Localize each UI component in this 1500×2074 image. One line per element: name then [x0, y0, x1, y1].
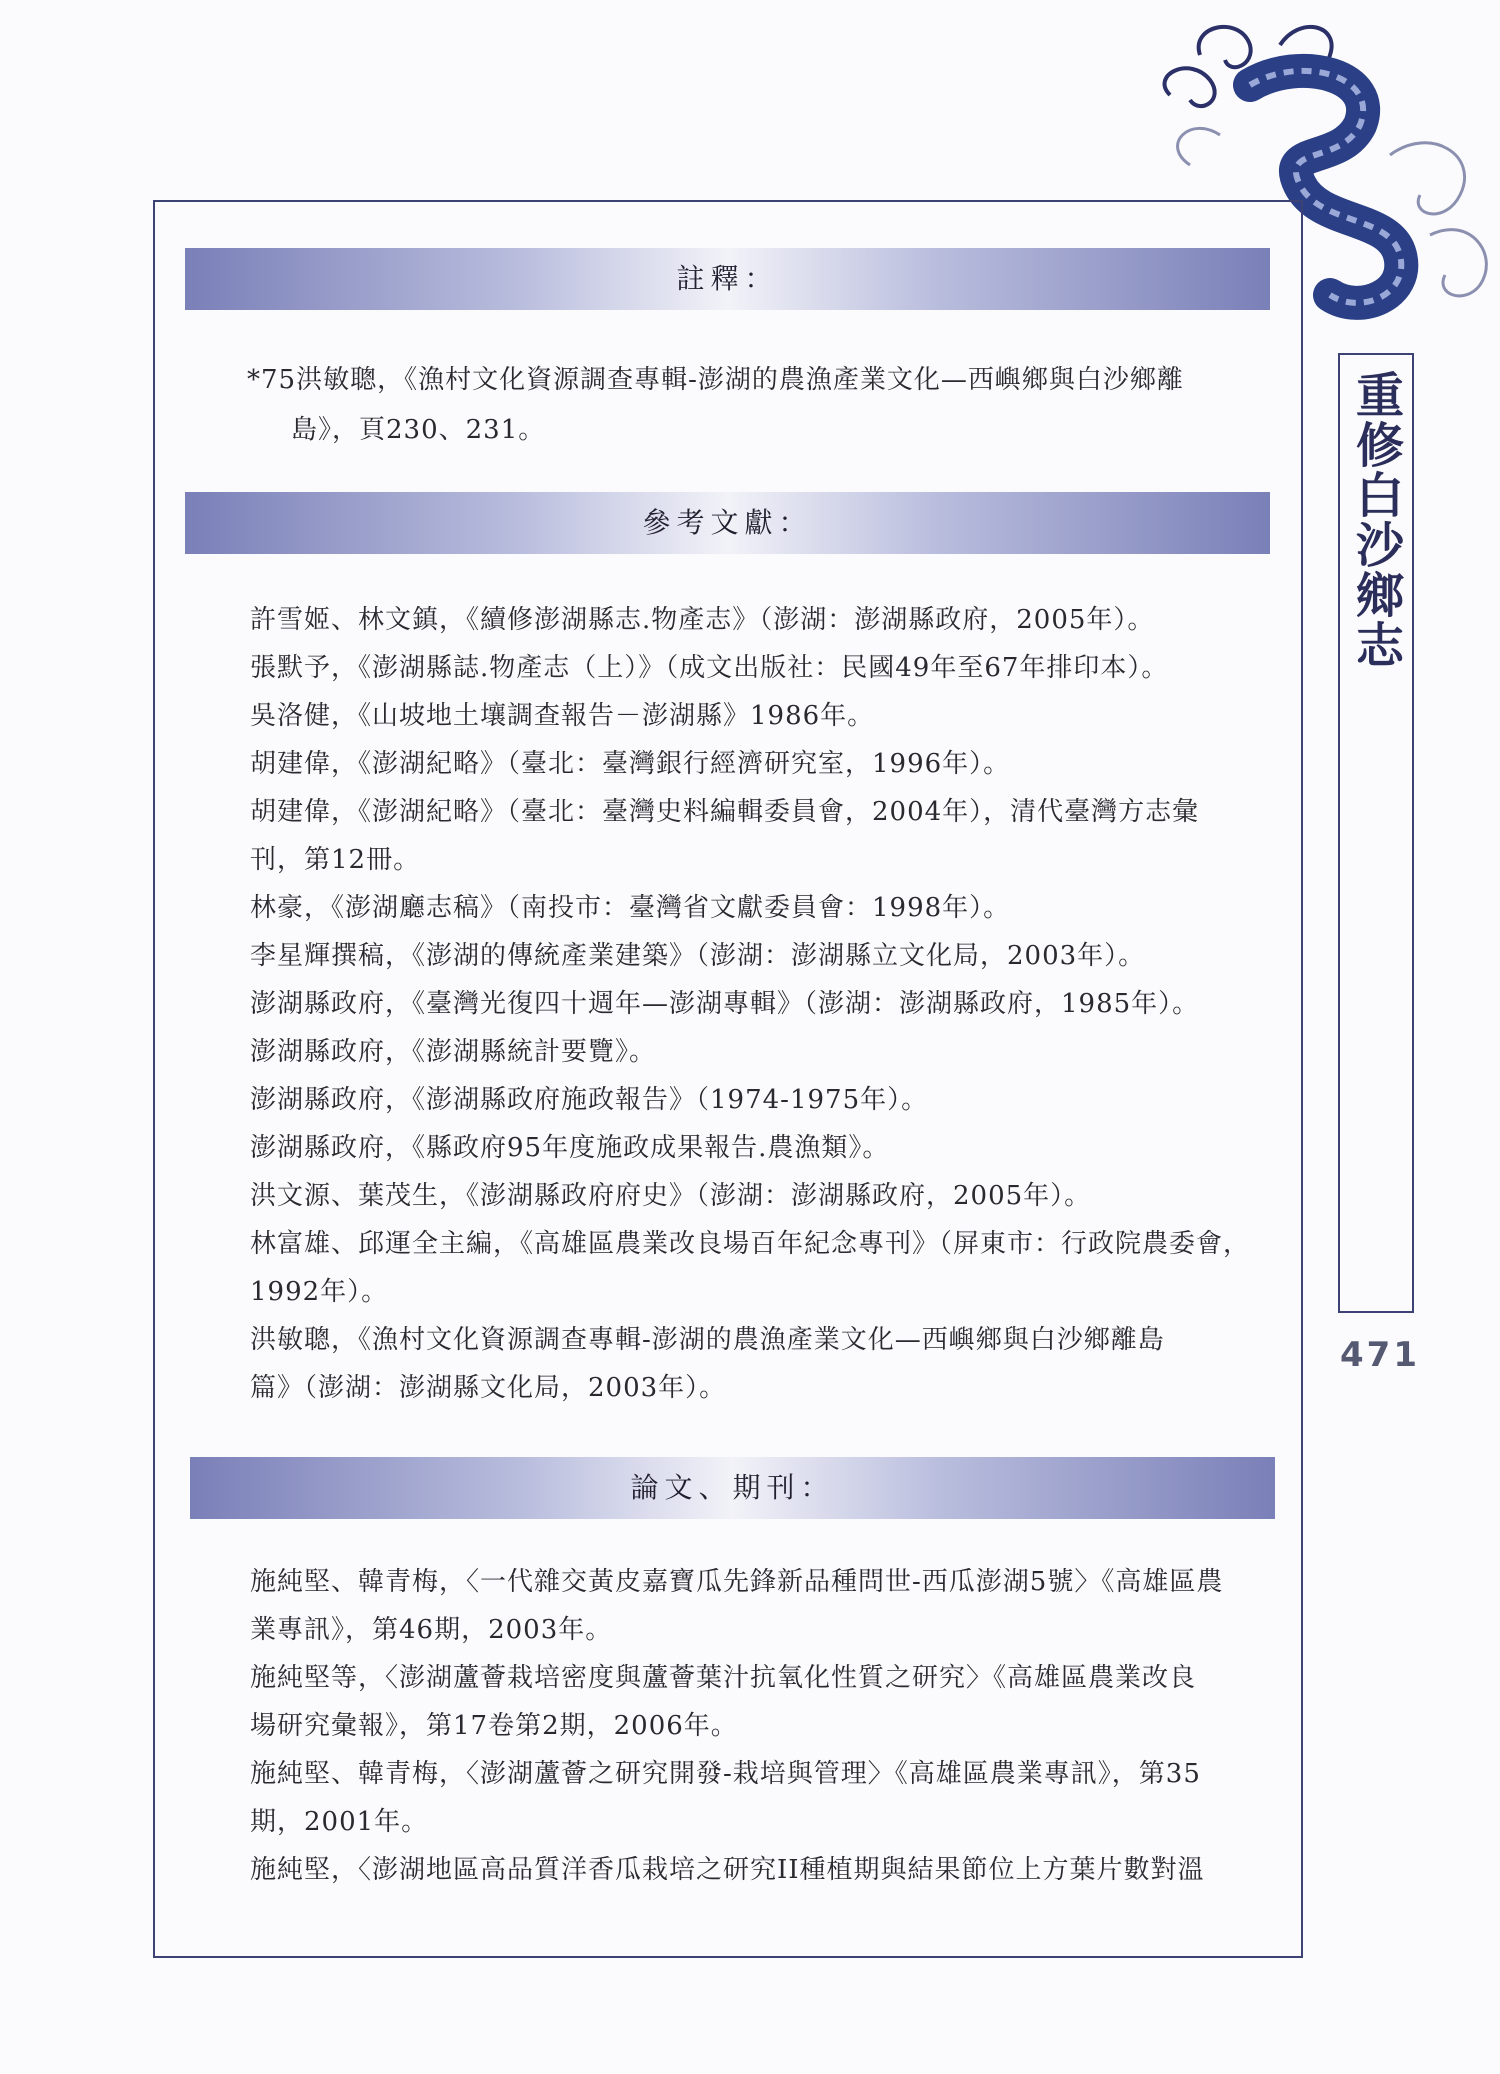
refs-heading-band	[185, 492, 1270, 554]
ref-entry: 胡建偉，《澎湖紀略》（臺北：臺灣銀行經濟研究室，1996年）。	[250, 749, 1011, 779]
notes-heading: 註釋：	[676, 262, 779, 295]
side-title: 重修白沙鄉志	[1347, 370, 1404, 670]
ref-entry: 刊，第12冊。	[250, 845, 421, 875]
paper-entry: 期，2001年。	[250, 1807, 429, 1837]
papers-heading-band	[190, 1457, 1275, 1519]
paper-entry: 施純堅等，〈澎湖蘆薈栽培密度與蘆薈葉汁抗氧化性質之研究〉《高雄區農業改良	[250, 1663, 1197, 1693]
ref-entry: 李星輝撰稿，《澎湖的傳統產業建築》（澎湖：澎湖縣立文化局，2003年）。	[250, 941, 1146, 971]
ref-entry: 澎湖縣政府，《澎湖縣統計要覽》。	[250, 1037, 657, 1067]
note-line-2: 島》，頁230、231。	[291, 415, 546, 445]
ref-entry: 洪文源、葉茂生，《澎湖縣政府府史》（澎湖：澎湖縣政府，2005年）。	[250, 1181, 1092, 1211]
paper-entry: 業專訊》，第46期，2003年。	[250, 1615, 613, 1645]
note-line-1: *75洪敏聰，《漁村文化資源調查專輯-澎湖的農漁產業文化—西嶼鄉與白沙鄉離	[247, 365, 1184, 395]
notes-heading-band	[185, 248, 1270, 310]
ref-entry: 洪敏聰，《漁村文化資源調查專輯-澎湖的農漁產業文化—西嶼鄉與白沙鄉離島	[250, 1325, 1165, 1355]
page-number: 471	[1340, 1335, 1420, 1375]
ref-entry: 澎湖縣政府，《澎湖縣政府施政報告》（1974-1975年）。	[250, 1085, 929, 1115]
paper-entry: 施純堅、韓青梅，〈一代雜交黃皮嘉寶瓜先鋒新品種問世-西瓜澎湖5號〉《高雄區農	[250, 1567, 1224, 1597]
ref-entry: 林富雄、邱運全主編，《高雄區農業改良場百年紀念專刊》（屏東市：行政院農委會，	[250, 1229, 1251, 1259]
ref-entry: 許雪姬、林文鎮，《續修澎湖縣志.物產志》（澎湖：澎湖縣政府，2005年）。	[250, 605, 1155, 635]
ref-entry: 胡建偉，《澎湖紀略》（臺北：臺灣史料編輯委員會，2004年），清代臺灣方志彙	[250, 797, 1200, 827]
paper-entry: 場研究彙報》，第17卷第2期，2006年。	[250, 1711, 738, 1741]
ref-entry: 澎湖縣政府，《縣政府95年度施政成果報告.農漁類》。	[250, 1133, 890, 1163]
ref-entry: 張默予，《澎湖縣誌.物產志（上）》（成文出版社：民國49年至67年排印本）。	[250, 653, 1169, 683]
refs-heading: 參考文獻：	[642, 506, 813, 539]
ref-entry: 1992年）。	[250, 1277, 389, 1307]
note-entry	[247, 355, 1247, 455]
ref-entry: 篇》（澎湖：澎湖縣文化局，2003年）。	[250, 1373, 727, 1403]
ref-entry: 吳洛健，《山坡地土壤調查報告－澎湖縣》1986年。	[250, 701, 875, 731]
ref-entry: 林豪，《澎湖廳志稿》（南投市：臺灣省文獻委員會：1998年）。	[250, 893, 1011, 923]
ref-entry: 澎湖縣政府，《臺灣光復四十週年—澎湖專輯》（澎湖：澎湖縣政府，1985年）。	[250, 989, 1200, 1019]
paper-entry: 施純堅，〈澎湖地區高品質洋香瓜栽培之研究II種植期與結果節位上方葉片數對溫	[250, 1855, 1205, 1885]
refs-list	[250, 596, 1280, 1412]
papers-list	[250, 1558, 1280, 1894]
paper-entry: 施純堅、韓青梅，〈澎湖蘆薈之研究開發-栽培與管理〉《高雄區農業專訊》，第35	[250, 1759, 1201, 1789]
papers-heading: 論文、期刊：	[630, 1471, 835, 1504]
